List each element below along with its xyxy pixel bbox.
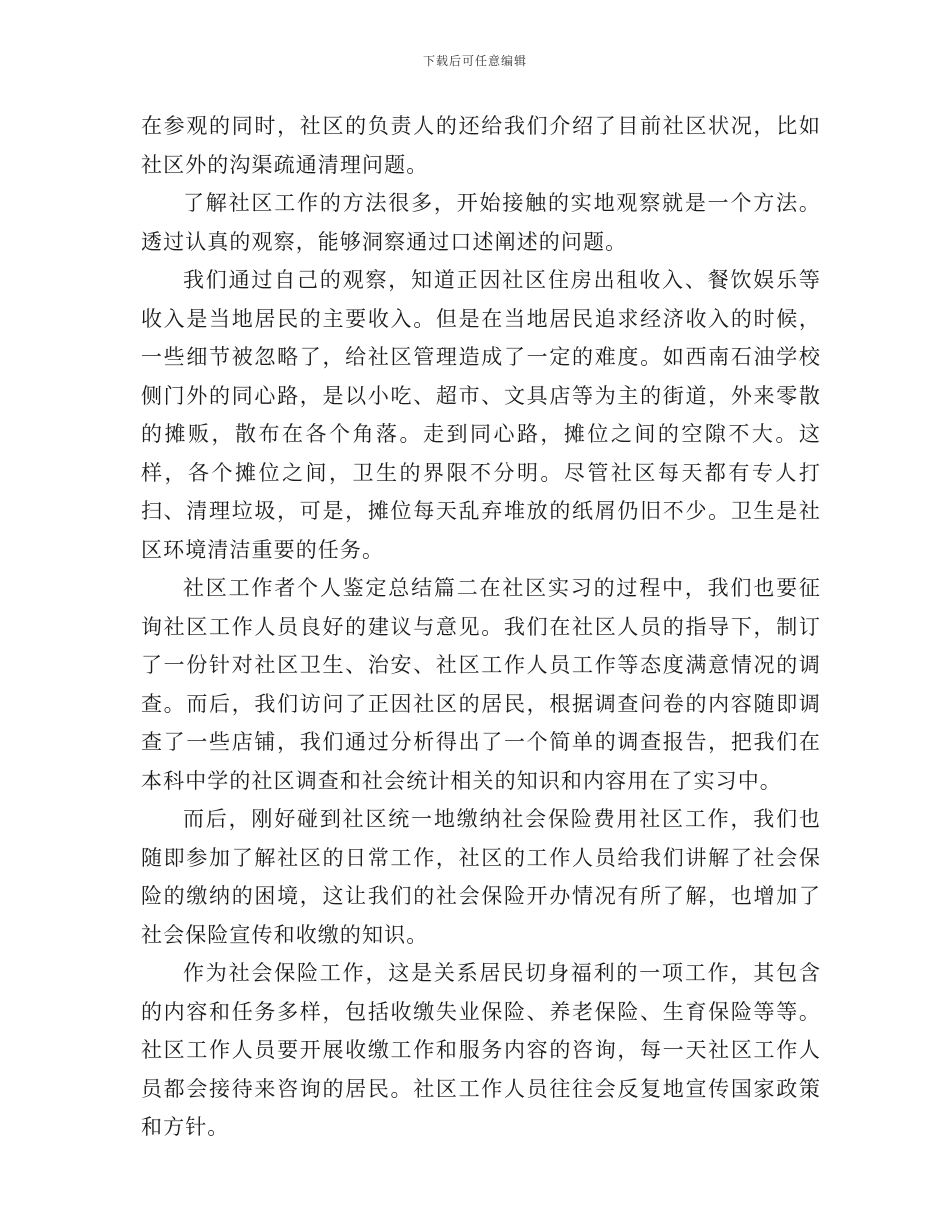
paragraph-6: 作为社会保险工作，这是关系居民切身福利的一项工作，其包含的内容和任务多样，包括收缴失业保险、养老保险、生育保险等等。社区工作人员要开展收缴工作和服务内容的咨询，每一天社区工作人员都会接待来咨询的居民。社区工作人员往往会反复地宣传国家政策和方针。 bbox=[141, 961, 821, 1139]
paragraph-4: 社区工作者个人鉴定总结篇二在社区实习的过程中，我们也要征询社区工作人员良好的建议与意见。我们在社区人员的指导下，制订了一份针对社区卫生、治安、社区工作人员工作等态度满意情况的调查。而后，我们访问了正因社区的居民，根据调查问卷的内容随即调查了一些店铺，我们通过分析得出了一个简单的调查报告，把我们在本科中学的社区调查和社会统计相关的知识和内容用在了实习中。 bbox=[141, 576, 821, 793]
document-body bbox=[141, 107, 821, 1147]
paragraph-5: 而后，刚好碰到社区统一地缴纳社会保险费用社区工作，我们也随即参加了解社区的日常工作，社区的工作人员给我们讲解了社会保险的缴纳的困境，这让我们的社会保险开办情况有所了解，也增加了社会保险宣传和收缴的知识。 bbox=[141, 807, 821, 947]
paragraph-2: 了解社区工作的方法很多，开始接触的实地观察就是一个方法。透过认真的观察，能够洞察通过口述阐述的问题。 bbox=[141, 191, 821, 254]
paragraph-3: 我们通过自己的观察，知道正因社区住房出租收入、餐饮娱乐等收入是当地居民的主要收入。但是在当地居民追求经济收入的时候，一些细节被忽略了，给社区管理造成了一定的难度。如西南石油学校侧门外的同心路，是以小吃、超市、文具店等为主的街道，外来零散的摊贩，散布在各个角落。走到同心路，摊位之间的空隙不大。这样，各个摊位之间，卫生的界限不分明。尽管社区每天都有专人打扫、清理垃圾，可是，摊位每天乱弃堆放的纸屑仍旧不少。卫生是社区环境清洁重要的任务。 bbox=[141, 268, 821, 562]
page-header: 下载后可任意编辑 bbox=[422, 54, 527, 68]
paragraph-1: 在参观的同时，社区的负责人的还给我们介绍了目前社区状况，比如社区外的沟渠疏通清理问题。 bbox=[141, 114, 821, 177]
